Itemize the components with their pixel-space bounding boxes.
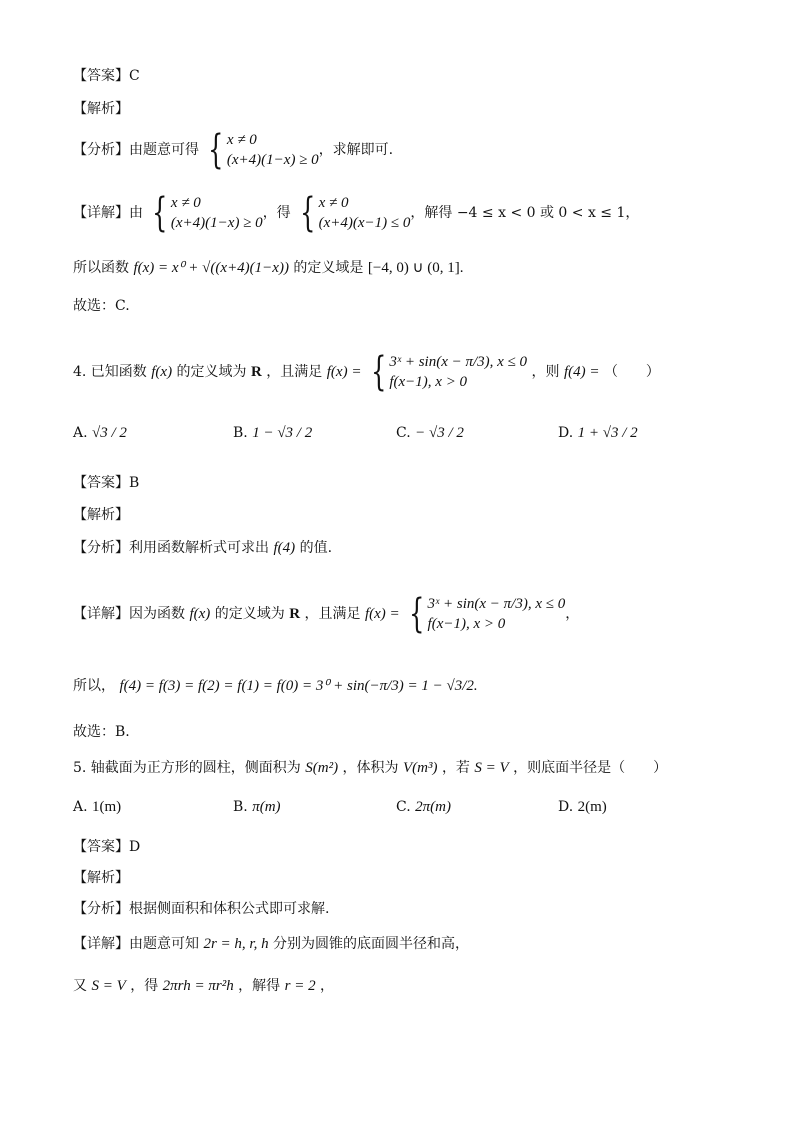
- q3-xiangjie-system-a: { x ≠ 0 (x+4)(1−x) ≥ 0: [152, 190, 263, 236]
- q3-sys-b-row2: (x+4)(x−1) ≤ 0: [318, 215, 411, 231]
- q4-stem-satisfy: ，且满足: [266, 364, 323, 380]
- q3-suoyi-text: 所以函数: [73, 260, 129, 276]
- q3-fenxi-tail: ，求解即可.: [318, 142, 394, 158]
- q3-domain-line: [73, 258, 464, 278]
- q4-suoyi-text: 所以，: [73, 678, 115, 694]
- q3-fenxi-line: [73, 127, 394, 173]
- q4-xj-case-2: f(x−1), x > 0: [427, 616, 506, 632]
- q4-xiangjie-line: [73, 591, 580, 637]
- q4-stem-then: ，则: [531, 364, 560, 380]
- q4-xj-text3: ，且满足: [304, 606, 361, 622]
- q3-xiangjie-system-b: { x ≠ 0 (x+4)(x−1) ≤ 0: [300, 190, 411, 236]
- q4-fenxi-tail: 的值.: [299, 540, 333, 556]
- q4-answer: 【答案】B: [73, 475, 140, 491]
- q4-stem-f4: f(4) =: [563, 364, 600, 380]
- q4-option-c: [396, 425, 464, 442]
- q4-option-d-letter: D.: [558, 425, 574, 441]
- q4-option-c-text: − √3 / 2: [415, 425, 464, 441]
- q3-sys-b-row1: x ≠ 0: [318, 195, 349, 211]
- q3-fenxi-label: 【分析】: [73, 142, 129, 158]
- q3-domain-value: [−4, 0) ∪ (0, 1].: [367, 260, 464, 276]
- q3-function: f(x) = x⁰ + √((x+4)(1−x)): [133, 260, 289, 276]
- q4-suoyi-line: [73, 676, 478, 696]
- q5-xj-text1: 【详解】由题意可知: [73, 936, 199, 952]
- q5-option-b-letter: B.: [233, 799, 248, 815]
- q4-choice: 故选：B.: [73, 724, 130, 740]
- q5-xj-text2: 分别为圆锥的底面圆半径和高，: [273, 936, 470, 952]
- q3-xiangjie-result: ，解得 −4 ≤ x < 0 或 0 < x ≤ 1，: [410, 205, 640, 221]
- q4-option-b: [233, 425, 312, 442]
- q4-stem-R: R: [251, 364, 262, 380]
- q3-xiangjie-de: ，得: [262, 205, 291, 221]
- q5-answer: 【答案】D: [73, 839, 141, 855]
- q4-option-a: [73, 425, 127, 442]
- q4-stem-num: 4. 已知函数: [73, 364, 147, 380]
- q5-option-c-text: 2π(m): [415, 799, 451, 815]
- q4-fenxi-text: 【分析】利用函数解析式可求出: [73, 540, 269, 556]
- q5-fenxi: 【分析】根据侧面积和体积公式即可求解.: [73, 901, 330, 917]
- q4-option-b-text: 1 − √3 / 2: [252, 425, 313, 441]
- q4-xj-text1: 【详解】因为函数: [73, 606, 185, 622]
- q4-option-b-letter: B.: [233, 425, 248, 441]
- q5-last-text2: ，得: [130, 978, 159, 994]
- q4-xj-fx: f(x): [189, 606, 211, 622]
- q3-fenxi-sys-row2: (x+4)(1−x) ≥ 0: [226, 152, 319, 168]
- q4-fenxi-f4: f(4): [273, 540, 296, 556]
- q5-option-a: [73, 799, 121, 816]
- q4-case-1: 3ˣ + sin(x − π/3), x ≤ 0: [389, 354, 528, 370]
- q5-option-b: [233, 799, 281, 816]
- q5-option-c: [396, 799, 451, 816]
- q5-last-text1: 又: [73, 978, 87, 994]
- q4-option-c-letter: C.: [396, 425, 411, 441]
- q3-choice: 故选：C.: [73, 298, 130, 314]
- q5-stem: [73, 758, 667, 778]
- q5-option-c-letter: C.: [396, 799, 411, 815]
- q4-option-a-letter: A.: [73, 425, 88, 441]
- q3-domain-label: 的定义域是: [293, 260, 364, 276]
- q3-xiangjie-line: [73, 190, 640, 236]
- q5-stem-V: V(m³): [403, 760, 438, 776]
- q4-xj-text2: 的定义域为: [214, 606, 285, 622]
- q4-xj-piecewise: { 3ˣ + sin(x − π/3), x ≤ 0 f(x−1), x > 0: [409, 591, 566, 637]
- q4-xj-case-1: 3ˣ + sin(x − π/3), x ≤ 0: [427, 596, 566, 612]
- q3-xiangjie-label: 【详解】: [73, 205, 129, 221]
- q5-last-tail: ，: [320, 978, 335, 994]
- q4-suoyi-chain: f(4) = f(3) = f(2) = f(1) = f(0) = 3⁰ + sin(−π/3) = 1 − √3/2.: [119, 678, 478, 694]
- q3-analysis-heading: 【解析】: [73, 101, 129, 117]
- q5-last-line: [73, 976, 334, 996]
- q5-xiangjie-line: [73, 934, 469, 954]
- q5-option-d-letter: D.: [558, 799, 574, 815]
- q4-stem-fx: f(x): [151, 364, 173, 380]
- q5-last-eq: 2πrh = πr²h: [162, 978, 234, 994]
- q5-option-a-letter: A.: [73, 799, 88, 815]
- q4-case-2: f(x−1), x > 0: [389, 374, 468, 390]
- q3-fenxi-sys-row1: x ≠ 0: [226, 132, 257, 148]
- q4-xj-fx-eq: f(x) =: [364, 606, 400, 622]
- q3-xiangjie-you: 由: [129, 205, 143, 221]
- q5-stem-text2: ，体积为: [342, 760, 399, 776]
- q3-answer: 【答案】C: [73, 68, 140, 84]
- q4-fenxi-line: [73, 538, 332, 558]
- q4-option-a-text: √3 / 2: [92, 425, 127, 441]
- q5-option-d-text: 2(m): [577, 799, 607, 815]
- q3-sys-a-row2: (x+4)(1−x) ≥ 0: [170, 215, 263, 231]
- q5-stem-text3: ，若: [441, 760, 470, 776]
- q4-piecewise: { 3ˣ + sin(x − π/3), x ≤ 0 f(x−1), x > 0: [370, 349, 528, 395]
- q4-option-d-text: 1 + √3 / 2: [577, 425, 638, 441]
- q5-last-r: r = 2: [284, 978, 316, 994]
- q5-stem-text1: 5. 轴截面为正方形的圆柱，侧面积为: [73, 760, 301, 776]
- q4-stem-paren: （ ）: [603, 364, 660, 380]
- q3-sys-a-row1: x ≠ 0: [170, 195, 201, 211]
- q3-fenxi-system: { x ≠ 0 (x+4)(1−x) ≥ 0: [208, 127, 319, 173]
- q5-stem-SV: S = V: [474, 760, 509, 776]
- q5-analysis-heading: 【解析】: [73, 870, 129, 886]
- q4-analysis-heading: 【解析】: [73, 507, 129, 523]
- q5-stem-S: S(m²): [305, 760, 339, 776]
- q4-stem-domain: 的定义域为: [176, 364, 247, 380]
- q5-last-text3: ，解得: [238, 978, 281, 994]
- q5-stem-text4: ，则底面半径是（ ）: [513, 760, 668, 776]
- q4-stem-fx-eq: f(x) =: [326, 364, 362, 380]
- q5-last-SV: S = V: [91, 978, 126, 994]
- q5-option-d: [558, 799, 607, 816]
- q5-xj-math: 2r = h, r, h: [203, 936, 269, 952]
- q5-option-b-text: π(m): [252, 799, 281, 815]
- q4-xj-tail: ，: [565, 606, 580, 622]
- q3-fenxi-text: 由题意可得: [129, 142, 199, 158]
- q4-stem: [73, 349, 660, 395]
- q5-option-a-text: 1(m): [92, 799, 122, 815]
- q4-option-d: [558, 425, 638, 442]
- q4-xj-R: R: [289, 606, 301, 622]
